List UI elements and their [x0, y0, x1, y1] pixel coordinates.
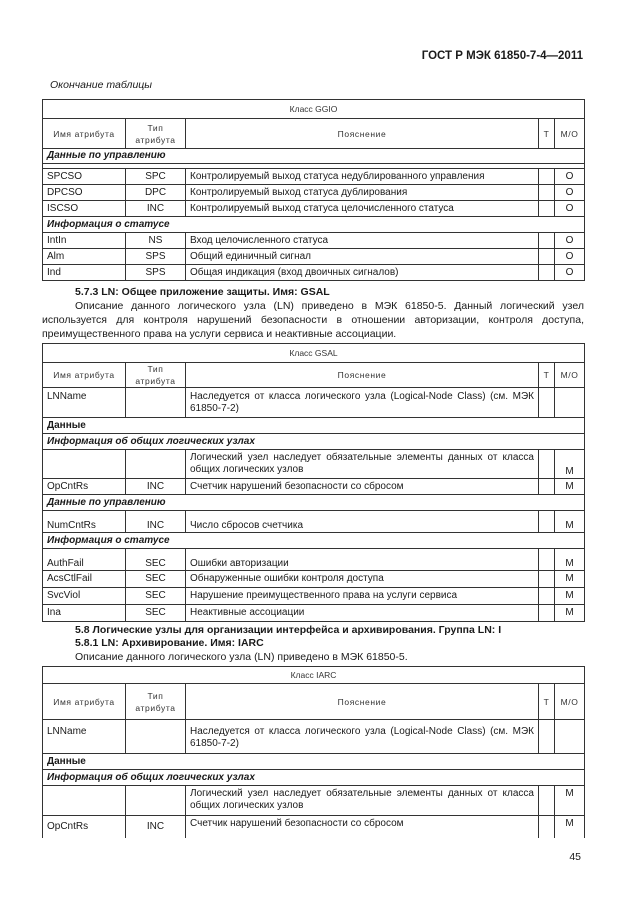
- table-class-label: Класс GSAL: [43, 344, 585, 363]
- cell-name: Ina: [43, 605, 126, 622]
- page-number: 45: [569, 851, 581, 863]
- cell-name: Alm: [43, 249, 126, 265]
- cell-name: LNName: [43, 720, 126, 754]
- cell-name: SPCSO: [43, 169, 126, 185]
- col-header-desc: Пояснение: [186, 363, 539, 388]
- cell-t: [539, 185, 555, 201]
- table-iarc: [42, 666, 585, 838]
- section-row: Информация о статусе: [43, 217, 585, 233]
- cell-mo: M: [555, 605, 585, 622]
- table-caption: Окончание таблицы: [50, 79, 153, 91]
- cell-desc: Наследуется от класса логического узла (Logical-Node Class) (см. МЭК 61850-7-2): [186, 720, 539, 754]
- cell-type: INC: [126, 201, 186, 217]
- cell-t: [539, 249, 555, 265]
- cell-name: LNName: [43, 388, 126, 418]
- col-header-t: T: [539, 684, 555, 720]
- cell-type: SEC: [126, 605, 186, 622]
- cell-desc: Контролируемый выход статуса целочисленного статуса: [186, 201, 539, 217]
- cell-name: Ind: [43, 265, 126, 281]
- cell-type: SEC: [126, 571, 186, 588]
- cell-type: INC: [126, 511, 186, 533]
- cell-type: INC: [126, 479, 186, 495]
- cell-type: SPC: [126, 169, 186, 185]
- cell-t: [539, 169, 555, 185]
- table-class-label: Класс GGIO: [43, 100, 585, 119]
- cell-mo: O: [555, 169, 585, 185]
- section-row: Данные: [43, 754, 585, 770]
- cell-t: [539, 265, 555, 281]
- cell-mo: M: [555, 816, 585, 838]
- cell-mo: O: [555, 265, 585, 281]
- cell-mo: O: [555, 201, 585, 217]
- col-header-t: T: [539, 119, 555, 149]
- cell-name: AuthFail: [43, 549, 126, 571]
- cell-mo: M: [555, 588, 585, 605]
- col-header-type: Тип атрибута: [126, 119, 186, 149]
- cell-desc: Счетчик нарушений безопасности со сбросом: [186, 479, 539, 495]
- cell-desc: Общий единичный сигнал: [186, 249, 539, 265]
- cell-mo: M: [555, 511, 585, 533]
- cell-desc: Обнаруженные ошибки контроля доступа: [186, 571, 539, 588]
- cell-desc: Число сбросов счетчика: [186, 511, 539, 533]
- col-header-name: Имя атрибута: [43, 119, 126, 149]
- cell-t: [539, 201, 555, 217]
- cell-type: DPC: [126, 185, 186, 201]
- cell-mo: M: [555, 549, 585, 571]
- table-ggio: [42, 99, 585, 281]
- col-header-type: Тип атрибута: [126, 684, 186, 720]
- section-row: Данные по управлению: [43, 495, 585, 511]
- cell-desc: Наследуется от класса логического узла (Logical-Node Class) (см. МЭК 61850-7-2): [186, 388, 539, 418]
- cell-desc: Контролируемый выход статуса дублирования: [186, 185, 539, 201]
- section-paragraph: Описание данного логического узла (LN) приведено в МЭК 61850-5.: [75, 651, 408, 663]
- table-gsal: [42, 343, 585, 622]
- cell-t: [539, 233, 555, 249]
- cell-desc: Вход целочисленного статуса: [186, 233, 539, 249]
- cell-type: INC: [126, 816, 186, 838]
- col-header-name: Имя атрибута: [43, 363, 126, 388]
- cell-mo: M: [555, 571, 585, 588]
- cell-desc: Счетчик нарушений безопасности со сбросом: [186, 816, 539, 838]
- cell-mo: O: [555, 249, 585, 265]
- cell-desc: Нарушение преимущественного права на услуги сервиса: [186, 588, 539, 605]
- cell-name: IntIn: [43, 233, 126, 249]
- section-heading: 5.7.3 LN: Общее приложение защиты. Имя: GSAL: [75, 286, 330, 298]
- col-header-name: Имя атрибута: [43, 684, 126, 720]
- section-row: Информация об общих логических узлах: [43, 770, 585, 786]
- cell-type: SEC: [126, 549, 186, 571]
- col-header-desc: Пояснение: [186, 119, 539, 149]
- cell-mo: O: [555, 185, 585, 201]
- cell-mo: O: [555, 233, 585, 249]
- cell-name: NumCntRs: [43, 511, 126, 533]
- cell-name: ISCSO: [43, 201, 126, 217]
- cell-desc: Ошибки авторизации: [186, 549, 539, 571]
- cell-name: AcsCtlFail: [43, 571, 126, 588]
- cell-mo: M: [555, 786, 585, 816]
- document-header: ГОСТ Р МЭК 61850-7-4—2011: [421, 50, 583, 62]
- section-heading: 5.8 Логические узлы для организации интерфейса и архивирования. Группа LN: I: [75, 624, 502, 636]
- col-header-mo: M/O: [555, 363, 585, 388]
- cell-name: DPCSO: [43, 185, 126, 201]
- cell-desc: Логический узел наследует обязательные элементы данных от класса общих логических узлов: [186, 450, 539, 479]
- col-header-type: Тип атрибута: [126, 363, 186, 388]
- col-header-t: T: [539, 363, 555, 388]
- cell-name: SvcViol: [43, 588, 126, 605]
- cell-mo: M: [555, 450, 585, 479]
- cell-type: SEC: [126, 588, 186, 605]
- cell-name: OpCntRs: [43, 479, 126, 495]
- cell-type: SPS: [126, 265, 186, 281]
- section-heading: 5.8.1 LN: Архивирование. Имя: IARC: [75, 637, 264, 649]
- section-row: Данные: [43, 418, 585, 434]
- section-paragraph: Описание данного логического узла (LN) приведено в МЭК 61850-5. Данный логический узел используется для контроля нарушений безопасности в отношении авторизации, контроля доступа, преимущественного права на услуги сервиса и неактивные ассоциации.: [42, 300, 584, 340]
- cell-desc: Логический узел наследует обязательные элементы данных от класса общих логических узлов: [186, 786, 539, 816]
- cell-mo: M: [555, 479, 585, 495]
- section-row: Информация о статусе: [43, 533, 585, 549]
- cell-type: SPS: [126, 249, 186, 265]
- table-class-label: Класс IARC: [43, 667, 585, 684]
- section-row: Информация об общих логических узлах: [43, 434, 585, 450]
- cell-desc: Общая индикация (вход двоичных сигналов): [186, 265, 539, 281]
- col-header-mo: M/O: [555, 684, 585, 720]
- col-header-mo: M/O: [555, 119, 585, 149]
- cell-desc: Неактивные ассоциации: [186, 605, 539, 622]
- cell-type: NS: [126, 233, 186, 249]
- cell-desc: Контролируемый выход статуса недублированного управления: [186, 169, 539, 185]
- section-row: Данные по управлению: [43, 149, 585, 164]
- cell-name: OpCntRs: [43, 816, 126, 838]
- col-header-desc: Пояснение: [186, 684, 539, 720]
